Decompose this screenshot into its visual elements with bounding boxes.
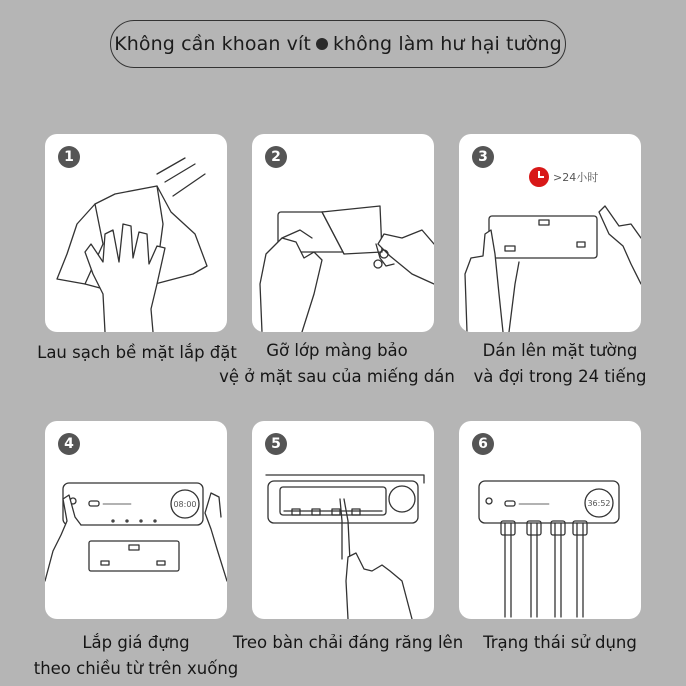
caption-line: theo chiều từ trên xuống (33, 659, 239, 678)
step-2-card (252, 134, 434, 332)
caption-line: Dán lên mặt tường (482, 341, 638, 360)
header-right-text: không làm hư hại tường (332, 33, 562, 55)
step-number-badge: 2 (265, 146, 287, 168)
step-3-card (459, 134, 641, 332)
clock-display: 36:52 (587, 499, 611, 508)
step-5-caption (226, 630, 470, 656)
step-1-card (45, 134, 227, 332)
step-number-badge: 6 (472, 433, 494, 455)
caption-line: Trạng thái sử dụng (483, 633, 637, 652)
header-banner (110, 20, 566, 68)
step-6-card (459, 421, 641, 619)
caption-line: Lắp giá đựng (82, 633, 190, 652)
caption-line: Lau sạch bề mặt lắp đặt (37, 343, 237, 362)
caption-line: vệ ở mặt sau của miếng dán (219, 367, 455, 386)
step-2-caption (212, 338, 462, 390)
step-number-badge: 3 (472, 146, 494, 168)
header-left-text: Không cần khoan vít (114, 33, 311, 55)
caption-line: Treo bàn chải đáng răng lên (232, 633, 464, 652)
step-5-card (252, 421, 434, 619)
step-4-card (45, 421, 227, 619)
caption-line: và đợi trong 24 tiếng (473, 367, 647, 386)
bullet-dot-icon (316, 38, 328, 50)
step-number-badge: 5 (265, 433, 287, 455)
step-6-caption (470, 630, 650, 656)
clock-display: 08:00 (173, 500, 197, 509)
wait-time-label: >24小时 (553, 171, 599, 184)
step-4-caption (20, 630, 252, 682)
red-clock-icon (529, 167, 549, 187)
step-number-badge: 1 (58, 146, 80, 168)
wait-time-tag (529, 167, 598, 187)
step-3-caption (456, 338, 664, 390)
step-number-badge: 4 (58, 433, 80, 455)
caption-line: Gỡ lớp màng bảo (266, 341, 408, 360)
